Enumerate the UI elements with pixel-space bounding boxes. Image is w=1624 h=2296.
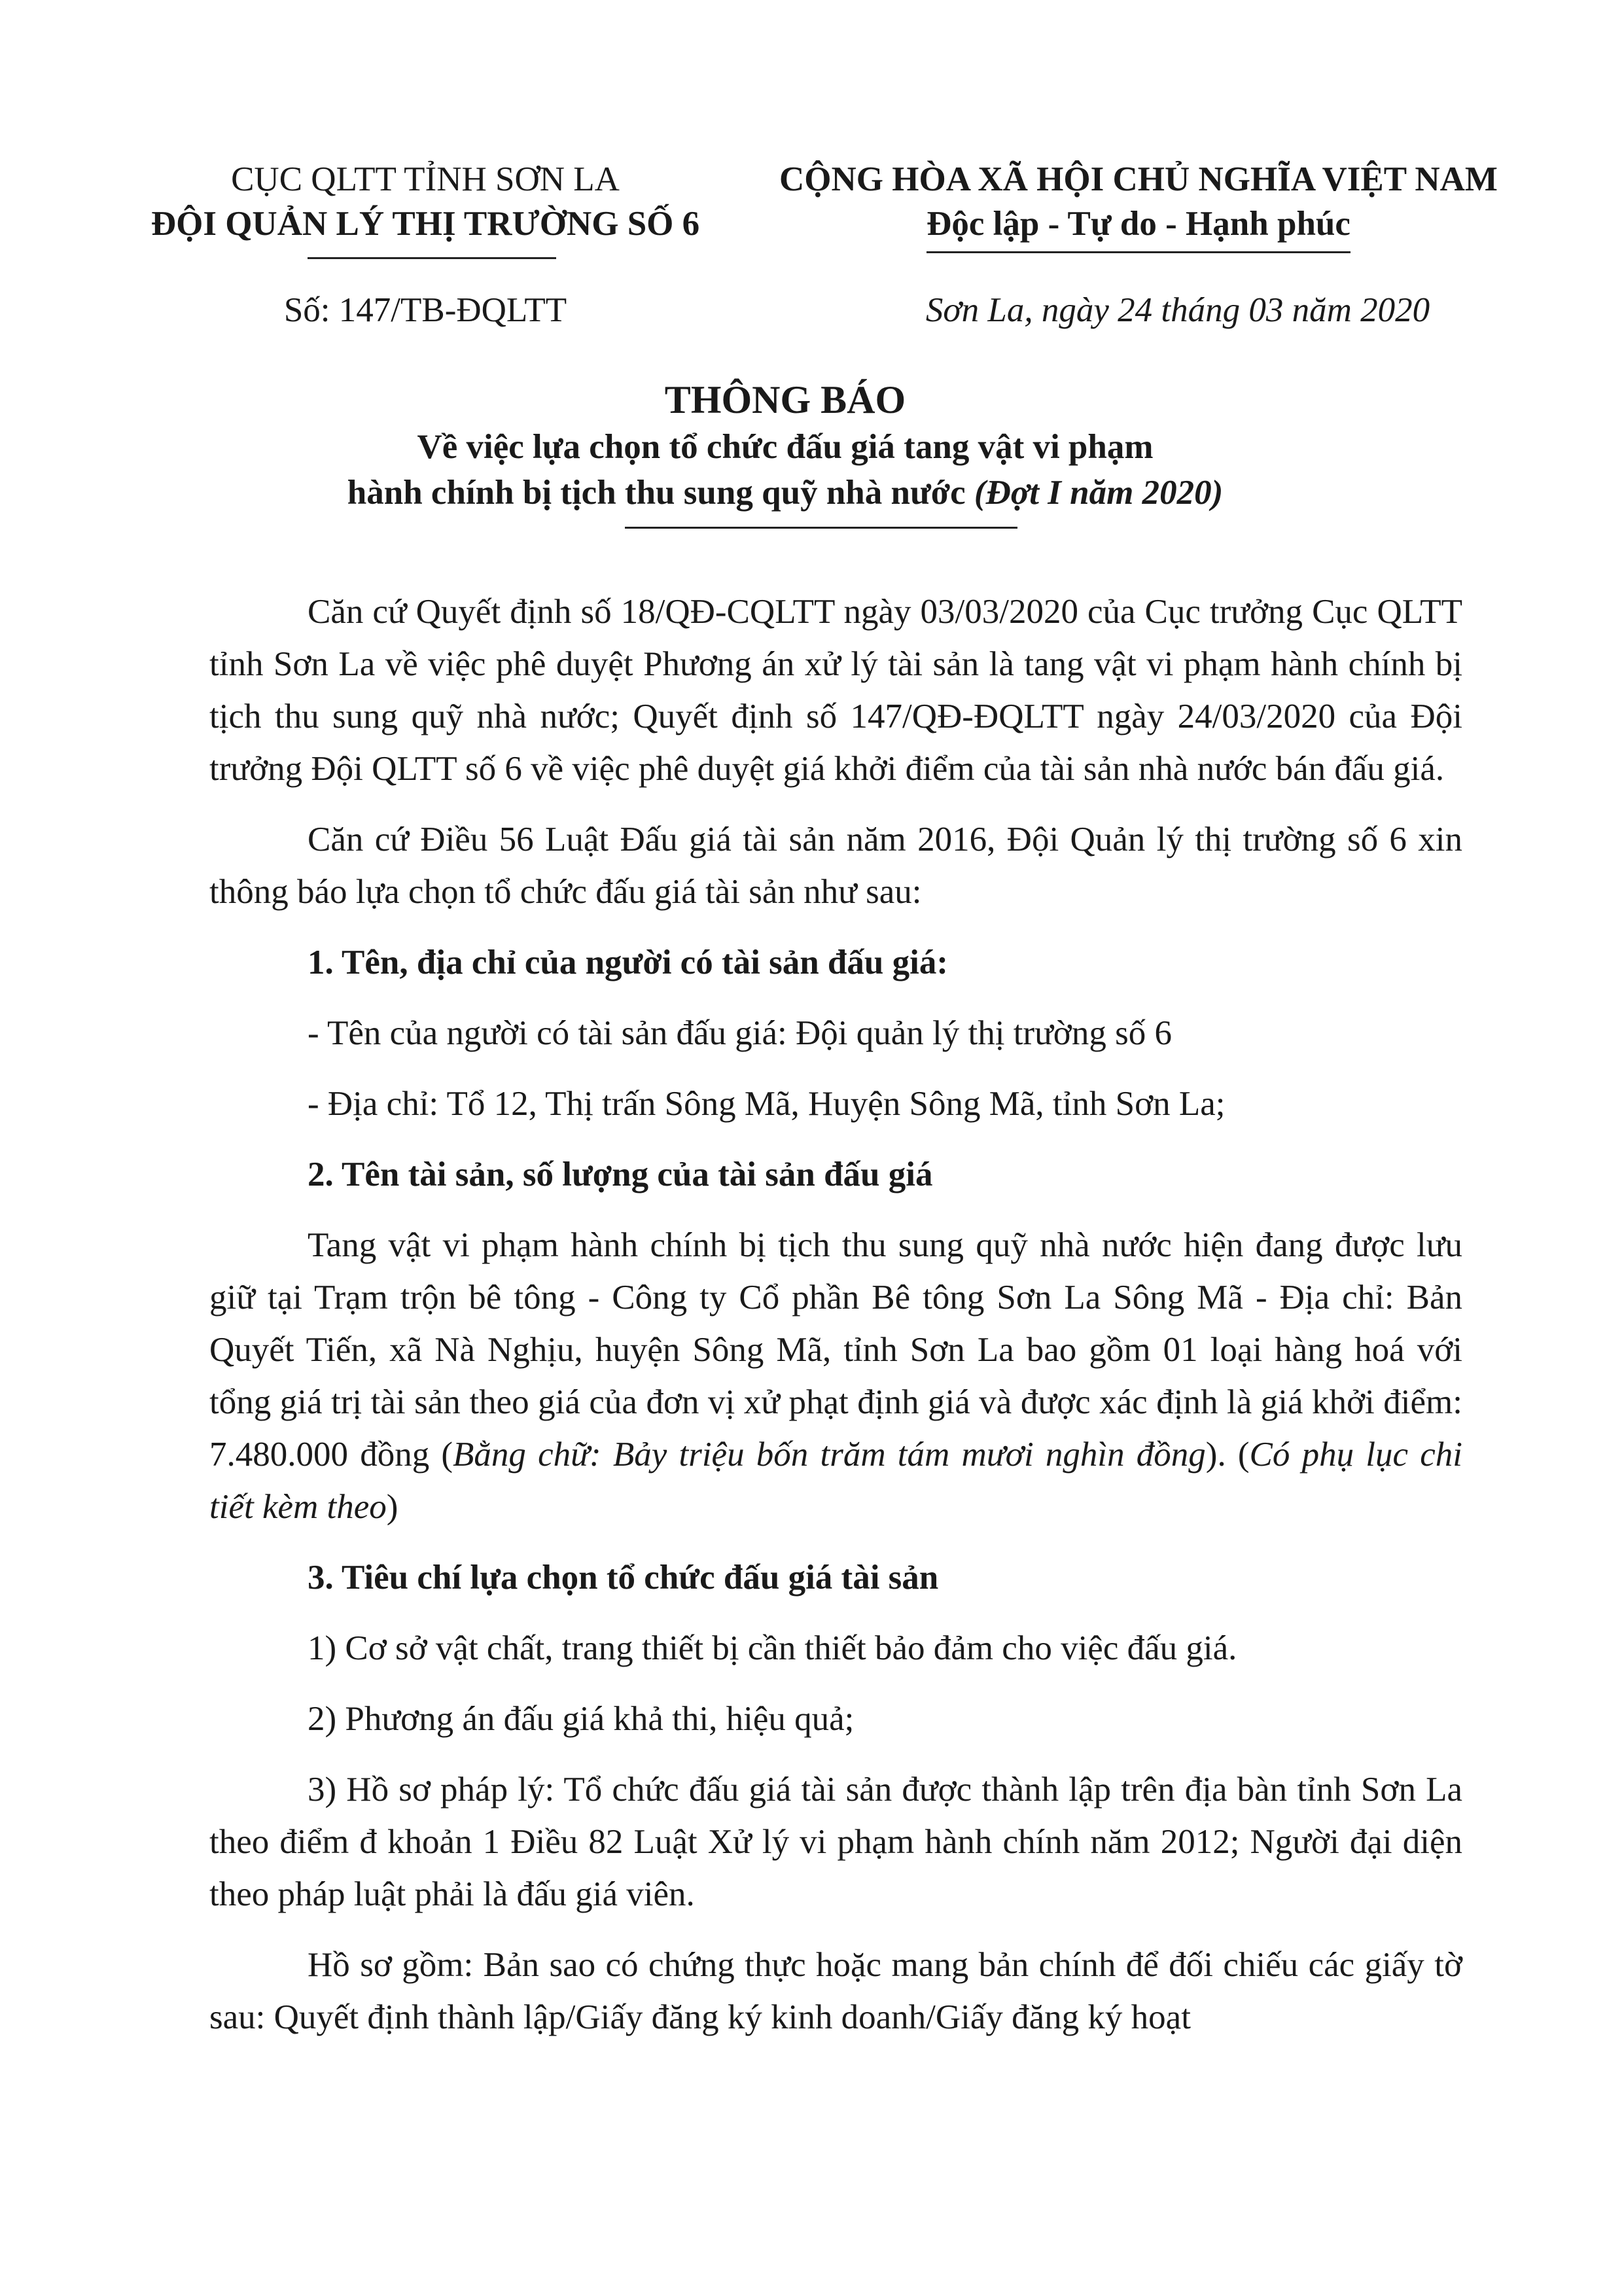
owner-name-line: - Tên của người có tài sản đấu giá: Đội quản lý thị trường số 6 <box>308 1014 1172 1052</box>
asset-text-part-3: ) <box>386 1488 398 1526</box>
agency-underline <box>308 257 556 259</box>
document-title: THÔNG BÁO <box>664 378 906 421</box>
paragraph-dossier: Hồ sơ gồm: Bản sao có chứng thực hoặc mang bản chính để đối chiếu các giấy tờ sau: Quyết định thành lập/Giấy đăng ký kinh doanh/Giấy đăng ký hoạt <box>209 1946 1462 2036</box>
subject-text: hành chính bị tịch thu sung quỹ nhà nước <box>347 474 966 512</box>
criteria-item-2: 2) Phương án đấu giá khả thi, hiệu quả; <box>308 1700 855 1738</box>
paragraph-legal-basis-1: Căn cứ Quyết định số 18/QĐ-CQLTT ngày 03/03/2020 của Cục trưởng Cục QLTT tỉnh Sơn La về việc phê duyệt Phương án xử lý tài sản là tang vật vi phạm hành chính bị tịch thu sung quỹ nhà nước; Quyết định số 147/QĐ-ĐQLTT ngày 24/03/2020 của Đội trưởng Đội QLTT số 6 về việc phê duyệt giá khởi điểm của tài sản nhà nước bán đấu giá. <box>209 593 1462 788</box>
document-title-block <box>98 376 1472 516</box>
country-name: CỘNG HÒA XÃ HỘI CHỦ NGHĨA VIỆT NAM <box>779 160 1498 198</box>
parent-agency-name: CỤC QLTT TỈNH SƠN LA <box>231 160 620 198</box>
motto: Độc lập - Tự do - Hạnh phúc <box>927 202 1350 253</box>
document-number: Số: 147/TB-ĐQLTT <box>283 291 567 329</box>
document-subject-line2 <box>98 470 1472 516</box>
national-motto-block <box>752 157 1525 253</box>
section-heading-3: 3. Tiêu chí lựa chọn tổ chức đấu giá tài sản <box>308 1559 939 1597</box>
owner-address-line: - Địa chỉ: Tổ 12, Thị trấn Sông Mã, Huyện Sông Mã, tỉnh Sơn La; <box>308 1085 1226 1123</box>
asset-text-part-2: ). ( <box>1205 1436 1250 1474</box>
issuing-unit-name: ĐỘI QUẢN LÝ THỊ TRƯỜNG SỐ 6 <box>150 205 700 243</box>
paragraph-legal-basis-2: Căn cứ Điều 56 Luật Đấu giá tài sản năm 2016, Đội Quản lý thị trường số 6 xin thông báo lựa chọn tổ chức đấu giá tài sản như sau: <box>209 821 1462 911</box>
criteria-item-3: 3) Hồ sơ pháp lý: Tổ chức đấu giá tài sản được thành lập trên địa bàn tỉnh Sơn La theo điểm đ khoản 1 Điều 82 Luật Xử lý vi phạm hành chính năm 2012; Người đại diện theo pháp luật phải là đấu giá viên. <box>209 1771 1462 1913</box>
criteria-item-1: 1) Cơ sở vật chất, trang thiết bị cần thiết bảo đảm cho việc đấu giá. <box>308 1629 1237 1667</box>
paragraph-asset-description <box>209 1219 1462 1533</box>
amount-in-words: Bằng chữ: Bảy triệu bốn trăm tám mươi nghìn đồng <box>453 1436 1206 1474</box>
document-subject-line1: Về việc lựa chọn tổ chức đấu giá tang vật vi phạm <box>417 428 1154 466</box>
document-body <box>209 586 1462 2062</box>
section-heading-1: 1. Tên, địa chỉ của người có tài sản đấu giá: <box>308 944 948 981</box>
section-heading-2: 2. Tên tài sản, số lượng của tài sản đấu giá <box>308 1156 933 1193</box>
subject-batch: (Đợt I năm 2020) <box>974 474 1224 512</box>
document-date: Sơn La, ngày 24 tháng 03 năm 2020 <box>925 291 1430 329</box>
title-underline <box>625 527 1017 529</box>
asset-text-part-1: Tang vật vi phạm hành chính bị tịch thu sung quỹ nhà nước hiện đang được lưu giữ tại Trạm trộn bê tông - Công ty Cổ phần Bê tông Sơn La Sông Mã - Địa chỉ: Bản Quyết Tiến, xã Nà Nghịu, huyện Sông Mã, tỉnh Sơn La bao gồm 01 loại hàng hoá với tổng giá trị tài sản theo giá của đơn vị xử phạt định giá và được xác định là giá khởi điểm: 7.480.000 đồng ( <box>209 1226 1462 1474</box>
appendix-note: Có phụ lục chi tiết kèm theo <box>209 1436 1462 1526</box>
issuing-agency-block <box>98 157 752 246</box>
